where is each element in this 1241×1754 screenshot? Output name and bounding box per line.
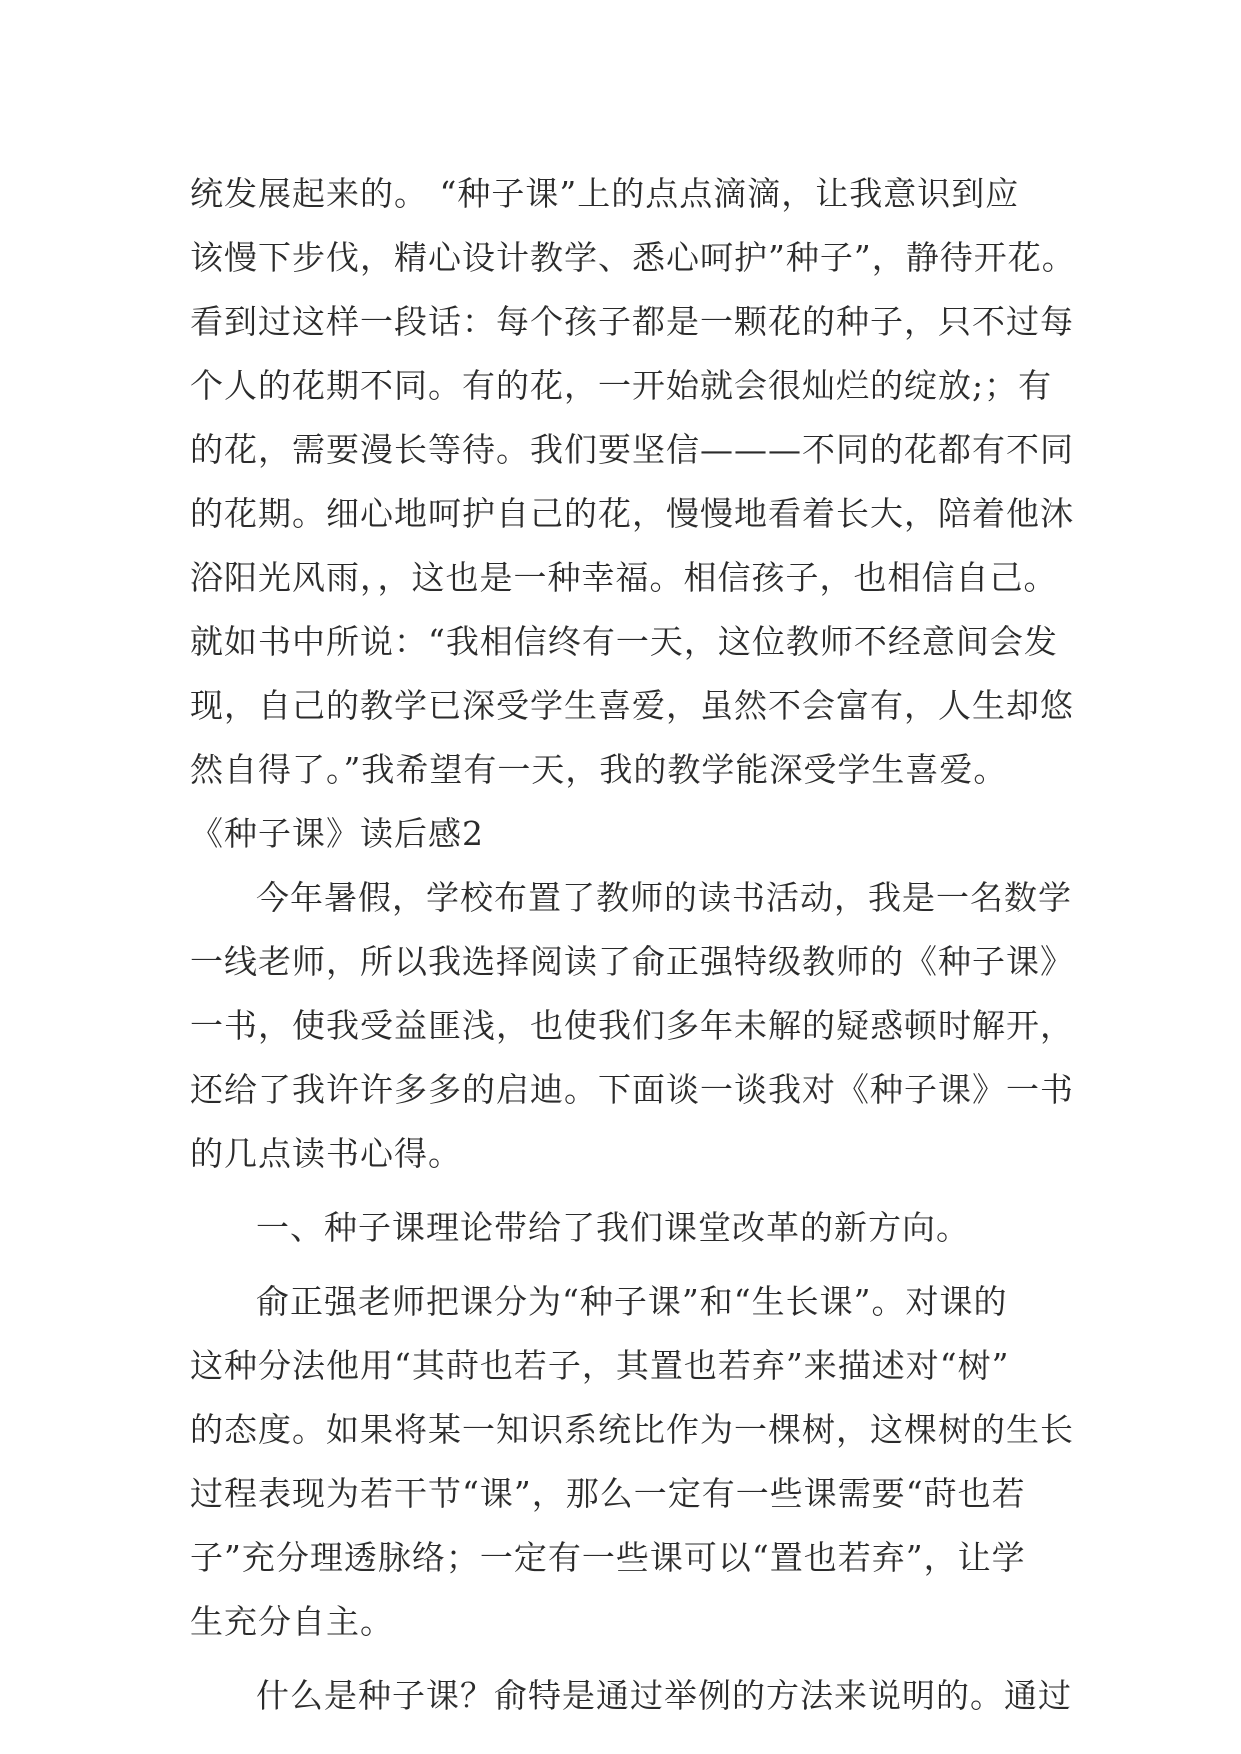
text-line: 过程表现为若干节“课”，那么一定有一些课需要“莳也若 — [190, 1474, 1026, 1513]
text-line: 浴阳光风雨，，这也是一种幸福。相信孩子，也相信自己。 — [190, 558, 1058, 597]
text-line: 个人的花期不同。有的花，一开始就会很灿烂的绽放;；有 — [190, 366, 1053, 405]
text-line: 的几点读书心得。 — [190, 1134, 462, 1173]
text-line: 一书，使我受益匪浅，也使我们多年未解的疑惑顿时解开， — [190, 1006, 1074, 1045]
text-line: 看到过这样一段话：每个孩子都是一颗花的种子，只不过每 — [190, 302, 1074, 341]
document-body — [190, 162, 1076, 1728]
text-line: 的花期。细心地呵护自己的花，慢慢地看着长大，陪着他沐 — [190, 494, 1074, 533]
text-line: 俞正强老师把课分为“种子课”和“生长课”。对课的 — [256, 1282, 1008, 1321]
text-line: 还给了我许许多多的启迪。下面谈一谈我对《种子课》一书 — [190, 1070, 1074, 1109]
text-line: 的花，需要漫长等待。我们要坚信———不同的花都有不同 — [190, 430, 1074, 469]
text-line: 统发展起来的。 “种子课”上的点点滴滴，让我意识到应 — [190, 174, 1020, 213]
text-line: 子”充分理透脉络；一定有一些课可以“置也若弃”，让学 — [190, 1538, 1026, 1577]
text-line: 这种分法他用“其莳也若子，其置也若弃”来描述对“树” — [190, 1346, 1010, 1385]
text-line: 今年暑假，学校布置了教师的读书活动，我是一名数学 — [256, 878, 1072, 917]
text-line: 该慢下步伐，精心设计教学、悉心呵护”种子”，静待开花。 — [190, 238, 1076, 277]
text-line: 的态度。如果将某一知识系统比作为一棵树，这棵树的生长 — [190, 1410, 1074, 1449]
text-line: 现，自己的教学已深受学生喜爱，虽然不会富有，人生却悠 — [190, 686, 1074, 725]
text-line: 一线老师，所以我选择阅读了俞正强特级教师的《种子课》 — [190, 942, 1074, 981]
text-line: 就如书中所说：“我相信终有一天，这位教师不经意间会发 — [190, 622, 1058, 661]
text-line: 什么是种子课？俞特是通过举例的方法来说明的。通过 — [256, 1676, 1072, 1715]
text-line: 然自得了。”我希望有一天，我的教学能深受学生喜爱。 — [190, 750, 1008, 789]
section-title: 《种子课》读后感2 — [190, 814, 484, 853]
text-line: 生充分自主。 — [190, 1602, 394, 1641]
subheading: 一、种子课理论带给了我们课堂改革的新方向。 — [256, 1208, 970, 1247]
